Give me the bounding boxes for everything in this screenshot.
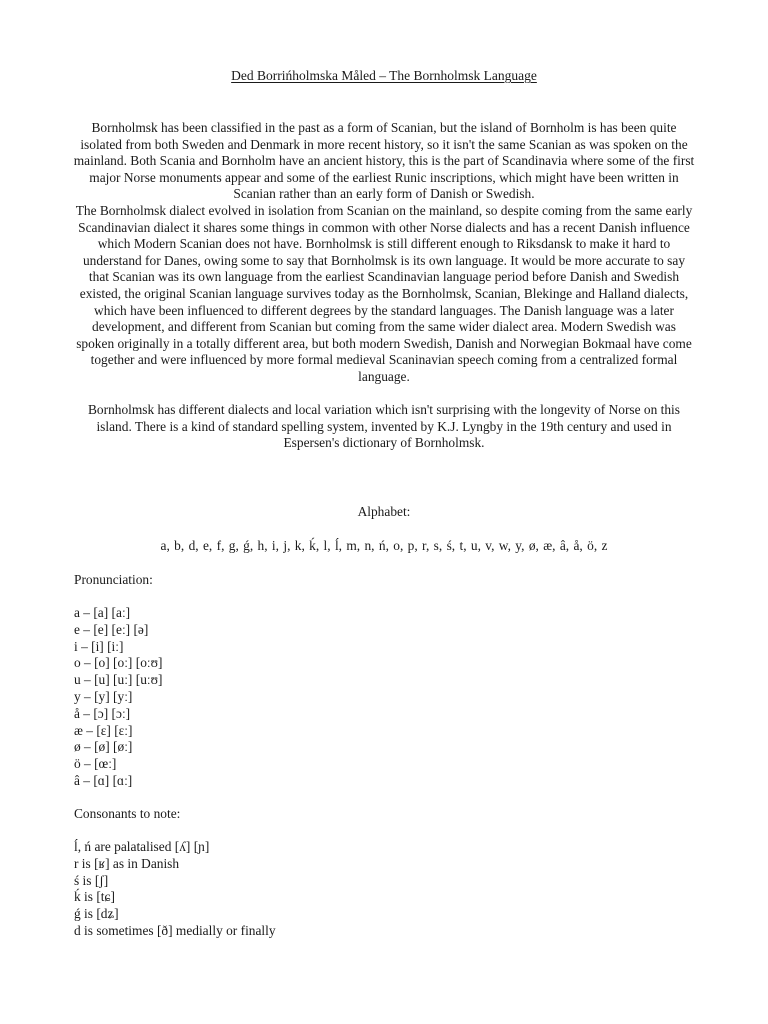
paragraph-spelling: Bornholmsk has different dialects and local variation which isn't surprising with the longevity of Norse on this island. There is a kind of standard spelling system, invented by K.J. Lyngby in the 19th century and used in Espersen's dictionary of Bornholmsk. — [88, 402, 680, 451]
list-item: å – [ɔ] [ɔː] — [74, 705, 131, 721]
pronunciation-heading: Pronunciation: — [74, 572, 153, 587]
list-item: ḱ is [tɕ] — [74, 889, 115, 905]
list-item: ǵ is [dʑ] — [74, 906, 119, 922]
list-item: ö – [œː] — [74, 756, 117, 772]
document-title: Ded Borrińholmska Måled – The Bornholmsk Language — [231, 68, 537, 83]
consonants-heading: Consonants to note: — [74, 806, 181, 821]
paragraph-intro: Bornholmsk has been classified in the past as a form of Scanian, but the island of Bornholm is has been quite isolated from both Sweden and Denmark in more recent history, so it isn't the same Scanian as was spoken on the mainland. Both Scania and Bornholm have an ancient history, this is the part of Scandinavia where some of the first major Norse monuments appear and some of the earliest Runic inscriptions, which might have been written in Scanian rather than an early form of Danish or Swedish. — [73, 120, 695, 202]
alphabet-letters: a, b, d, e, f, g, ǵ, h, i, j, k, ḱ, l, ĺ, m, n, ń, o, p, r, s, ś, t, u, v, w, y, ø, æ, â, å, ö, z — [160, 538, 608, 553]
list-item: â – [ɑ] [ɑː] — [74, 772, 133, 788]
list-item: r is [ʁ] as in Danish — [74, 855, 180, 871]
list-item: i – [i] [iː] — [74, 638, 124, 654]
list-item: ś is [ʃ] — [74, 872, 109, 888]
list-item: a – [a] [aː] — [74, 605, 131, 620]
list-item: d is sometimes [ð] medially or finally — [74, 922, 276, 938]
list-item: o – [o] [oː] [oːʊ] — [74, 655, 163, 671]
body-text — [72, 120, 696, 452]
list-item: y – [y] [yː] — [74, 688, 133, 704]
list-item: u – [u] [uː] [uːʊ] — [74, 672, 163, 688]
list-item: æ – [ɛ] [ɛː] — [74, 722, 133, 738]
list-item: e – [e] [eː] [ə] — [74, 621, 149, 637]
alphabet-heading: Alphabet: — [357, 504, 411, 519]
list-item: ĺ, ń are palatalised [ʎ] [ɲ] — [74, 839, 210, 854]
list-item: ø – [ø] [øː] — [74, 739, 133, 755]
vowel-list — [74, 605, 162, 790]
paragraph-spacer — [72, 386, 696, 403]
paragraph-dialect-history: The Bornholmsk dialect evolved in isolation from Scanian on the mainland, so despite coming from the same early Scandinavian dialect it shares some things in common with other Norse dialects and has a recent Danish influence which Modern Scanian does not have. Bornholmsk is still different enough to Riksdansk to make it hard to understand for Danes, owing some to say that Bornholmsk is its own language. It would be more accurate to say that Scanian was its own language from the earliest Scandinavian language period before Danish and Swedish existed, the original Scanian language survives today as the Bornholmsk, Scanian, Blekinge and Halland dialects, which have been influenced to different degrees by the standard languages. The Danish language was a later development, and different from Scanian but coming from the same wider dialect area. Modern Swedish was spoken originally in a totally different area, but both modern Swedish, Danish and Norwegian Bokmaal have come together and were influenced by more formal medieval Scaninavian speech coming from a centralized formal language. — [75, 202, 693, 384]
consonant-list — [74, 839, 276, 940]
